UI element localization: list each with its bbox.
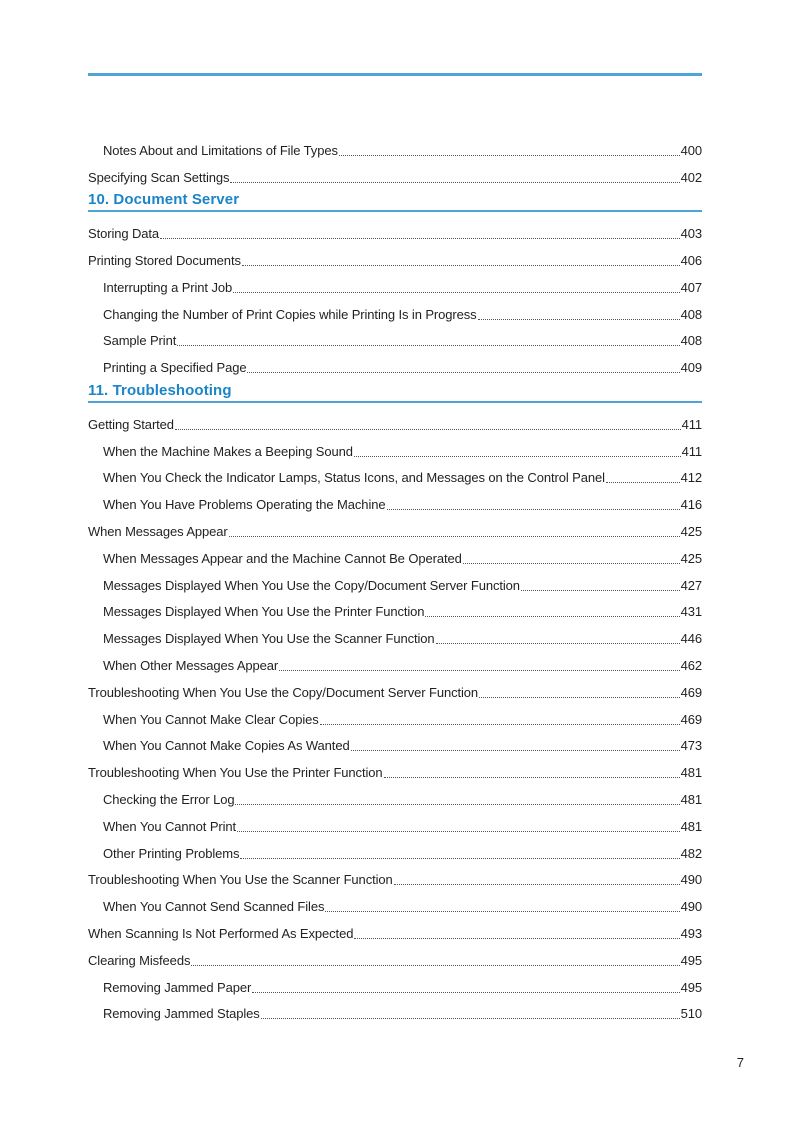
header-rule [88,73,702,76]
toc-entry[interactable] [88,406,702,433]
toc-entry[interactable] [88,969,702,996]
toc-entry[interactable] [88,349,702,376]
toc-entry-title: Interrupting a Print Job [103,279,233,295]
toc-entry[interactable] [88,269,702,296]
toc-entry[interactable] [88,433,702,460]
dot-leader [436,642,680,644]
dot-leader [242,264,680,266]
dot-leader [240,857,679,859]
toc-entry[interactable] [88,835,702,862]
toc-entry-page: 431 [680,604,702,620]
toc-entry-page: 462 [680,657,702,673]
toc-entry[interactable] [88,808,702,835]
toc-entry[interactable] [88,728,702,755]
toc-entry-page: 481 [680,791,702,807]
dot-leader [339,154,680,156]
toc-entry-title: Clearing Misfeeds [88,952,191,968]
toc-entry-title: Troubleshooting When You Use the Printer Function [88,765,383,781]
toc-entry-page: 469 [680,684,702,700]
toc-entry-title: When You Check the Indicator Lamps, Status Icons, and Messages on the Control Panel [103,470,605,486]
toc-entry-title: When You Cannot Send Scanned Files [103,899,325,915]
toc-entry-title: When Scanning Is Not Performed As Expected [88,925,354,941]
toc-entry[interactable] [88,888,702,915]
toc-entry-title: When You Cannot Print [103,818,237,834]
dot-leader [279,669,679,671]
toc-entry[interactable] [88,754,702,781]
toc-entry-page: 481 [680,765,702,781]
dot-leader [229,535,680,537]
toc-entry-page: 473 [680,738,702,754]
toc-entry-title: When Messages Appear [88,523,228,539]
toc-entry-title: When the Machine Makes a Beeping Sound [103,443,353,459]
toc-entry[interactable] [88,159,702,186]
chapter-heading[interactable]: 10. Document Server [88,186,702,213]
toc-entry-title: Other Printing Problems [103,845,240,861]
toc-entry-page: 425 [680,550,702,566]
dot-leader [478,318,680,320]
table-of-contents [88,132,702,1022]
toc-entry-page: 411 [681,443,702,459]
toc-entry-page: 482 [680,845,702,861]
toc-entry-title: Storing Data [88,226,160,242]
dot-leader [351,749,680,751]
toc-entry-page: 406 [680,252,702,268]
toc-entry-page: 490 [680,872,702,888]
toc-entry-title: Notes About and Limitations of File Types [103,142,338,158]
toc-entry-page: 402 [680,169,702,185]
toc-entry-title: Checking the Error Log [103,791,235,807]
toc-entry-page: 495 [680,979,702,995]
toc-entry-page: 400 [680,142,702,158]
toc-entry-page: 446 [680,631,702,647]
toc-entry[interactable] [88,296,702,323]
dot-leader [237,830,680,832]
dot-leader [384,776,680,778]
toc-entry-title: Printing a Specified Page [103,360,247,376]
toc-entry[interactable] [88,540,702,567]
toc-entry[interactable] [88,594,702,621]
toc-entry-page: 403 [680,226,702,242]
dot-leader [252,991,679,993]
dot-leader [230,181,679,183]
dot-leader [247,371,679,373]
toc-entry-title: Printing Stored Documents [88,252,241,268]
toc-entry-title: When Messages Appear and the Machine Cannot Be Operated [103,550,462,566]
dot-leader [320,723,680,725]
dot-leader [463,562,680,564]
toc-entry[interactable] [88,996,702,1023]
toc-entry[interactable] [88,215,702,242]
dot-leader [160,237,680,239]
toc-entry-title: Removing Jammed Paper [103,979,252,995]
toc-entry-page: 490 [680,899,702,915]
dot-leader [387,508,680,510]
chapter-heading[interactable]: 11. Troubleshooting [88,376,702,403]
toc-entry-page: 495 [680,952,702,968]
toc-entry[interactable] [88,513,702,540]
toc-entry-title: When Other Messages Appear [103,657,279,673]
toc-entry-title: Messages Displayed When You Use the Printer Function [103,604,425,620]
toc-entry-page: 412 [680,470,702,486]
dot-leader [233,291,679,293]
toc-entry[interactable] [88,486,702,513]
toc-entry-title: Getting Started [88,416,174,432]
dot-leader [394,883,680,885]
toc-entry-page: 469 [680,711,702,727]
toc-entry-title: Sample Print [103,333,177,349]
toc-entry[interactable] [88,942,702,969]
dot-leader [354,937,679,939]
toc-entry-page: 407 [680,279,702,295]
toc-entry-title: Changing the Number of Print Copies while Printing Is in Progress [103,306,477,322]
dot-leader [177,344,679,346]
toc-entry[interactable] [88,620,702,647]
toc-entry[interactable] [88,567,702,594]
dot-leader [479,696,680,698]
dot-leader [191,964,679,966]
toc-entry[interactable] [88,242,702,269]
toc-entry-page: 409 [680,360,702,376]
dot-leader [606,481,680,483]
toc-entry-page: 408 [680,333,702,349]
dot-leader [354,455,681,457]
dot-leader [325,910,679,912]
toc-entry-page: 493 [680,925,702,941]
toc-entry-title: Messages Displayed When You Use the Copy/Document Server Function [103,577,520,593]
toc-entry-page: 411 [681,416,702,432]
toc-entry[interactable] [88,674,702,701]
toc-entry-page: 510 [680,1006,702,1022]
dot-leader [425,615,679,617]
toc-entry[interactable] [88,132,702,159]
page-number: 7 [736,1055,744,1070]
toc-entry[interactable] [88,862,702,889]
toc-entry-title: Messages Displayed When You Use the Scanner Function [103,631,435,647]
toc-entry[interactable] [88,701,702,728]
toc-entry-page: 416 [680,497,702,513]
toc-entry-title: Troubleshooting When You Use the Copy/Document Server Function [88,684,479,700]
toc-entry-title: Removing Jammed Staples [103,1006,260,1022]
toc-entry-title: When You Have Problems Operating the Machine [103,497,386,513]
toc-entry-title: Specifying Scan Settings [88,169,230,185]
toc-entry[interactable] [88,915,702,942]
toc-entry[interactable] [88,323,702,350]
toc-entry[interactable] [88,647,702,674]
toc-entry-title: Troubleshooting When You Use the Scanner Function [88,872,393,888]
toc-entry[interactable] [88,781,702,808]
toc-entry-page: 408 [680,306,702,322]
toc-entry-title: When You Cannot Make Copies As Wanted [103,738,350,754]
toc-entry-page: 425 [680,523,702,539]
toc-entry-page: 427 [680,577,702,593]
toc-entry[interactable] [88,460,702,487]
dot-leader [261,1017,680,1019]
toc-entry-title: When You Cannot Make Clear Copies [103,711,319,727]
dot-leader [521,589,680,591]
dot-leader [175,428,681,430]
toc-entry-page: 481 [680,818,702,834]
dot-leader [235,803,679,805]
